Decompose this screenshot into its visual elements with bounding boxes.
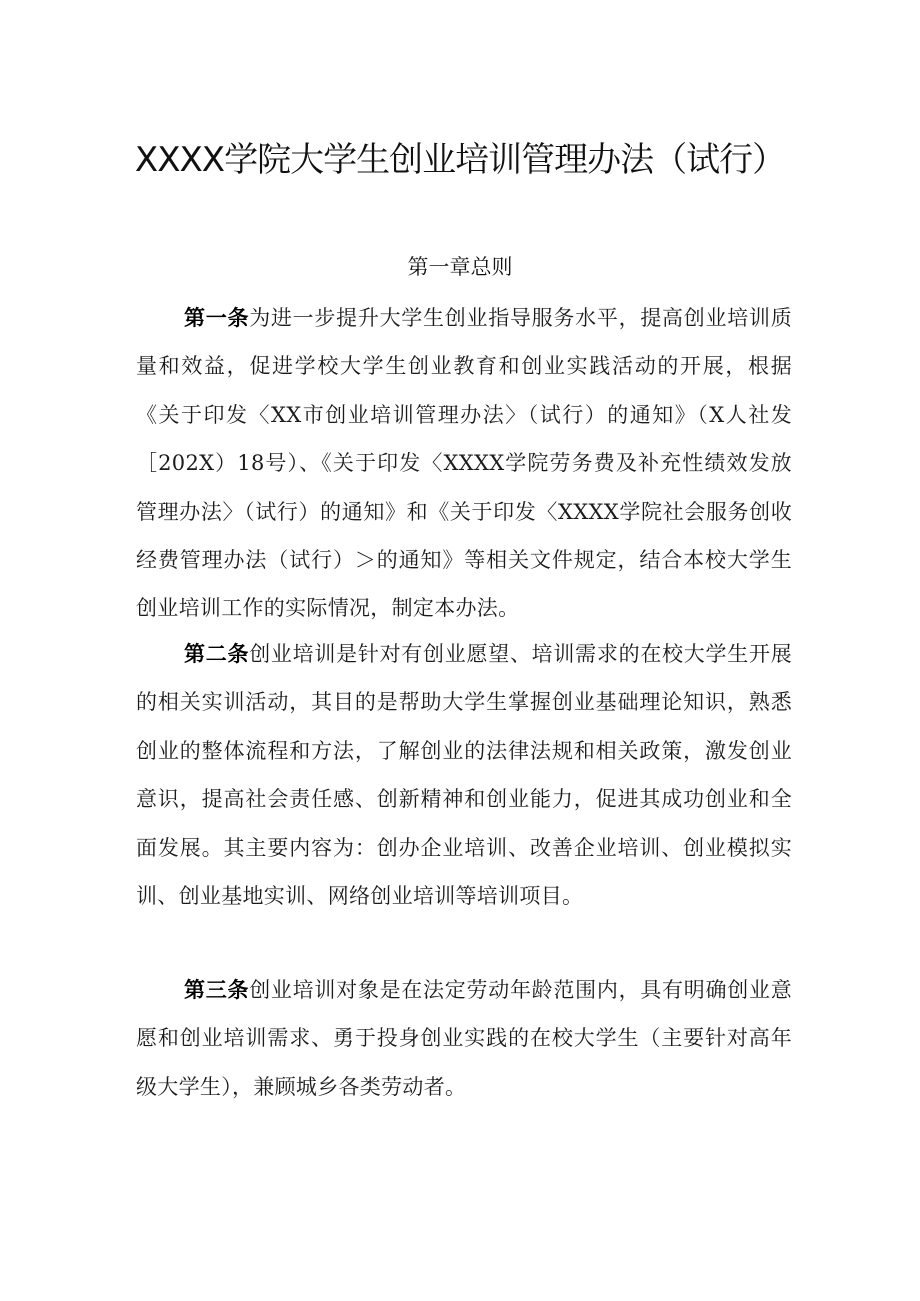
article-3 xyxy=(136,966,792,1111)
article-3-label: 第三条 xyxy=(184,978,250,1002)
article-3-text: 创业培训对象是在法定劳动年龄范围内，具有明确创业意愿和创业培训需求、勇于投身创业实践的在校大学生（主要针对高年级大学生），兼顾城乡各类劳动者。 xyxy=(136,978,793,1099)
chapter-heading: 第一章总则 xyxy=(407,255,513,279)
article-2-label: 第二条 xyxy=(184,642,250,666)
article-2 xyxy=(136,630,792,920)
article-2-text: 创业培训是针对有创业愿望、培训需求的在校大学生开展的相关实训活动，其目的是帮助大学生掌握创业基础理论知识，熟悉创业的整体流程和方法，了解创业的法律法规和相关政策，激发创业意识，提高社会责任感、创新精神和创业能力，促进其成功创业和全面发展。其主要内容为：创办企业培训、改善企业培训、创业模拟实训、创业基地实训、网络创业培训等培训项目。 xyxy=(136,642,793,909)
article-1 xyxy=(136,294,792,633)
article-1-text: 为进一步提升大学生创业指导服务水平，提高创业培训质量和效益，促进学校大学生创业教育和创业实践活动的开展，根据《关于印发〈XX市创业培训管理办法〉（试行）的通知》（X人社发［202X）18号）、《关于印发〈XXXX学院劳务费及补充性绩效发放管理办法〉（试行）的通知》和《关于印发〈XXXX学院社会服务创收经费管理办法（试行）＞的通知》等相关文件规定，结合本校大学生创业培训工作的实际情况，制定本办法。 xyxy=(136,306,793,621)
article-1-label: 第一条 xyxy=(184,306,250,330)
document-title: XXXX学院大学生创业培训管理办法（试行） xyxy=(134,140,786,180)
